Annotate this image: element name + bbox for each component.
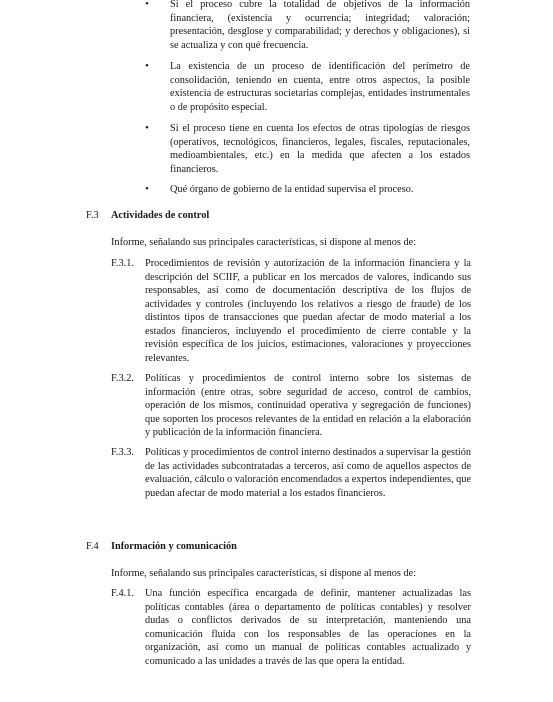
bullet-text: Si el proceso tiene en cuenta los efectos de otras tipologías de riesgos (operativos, tecnológicos, financieros, legales, fiscales, reputacionales, medioambientales, etc.) en la medida que afecten a los estados financieros. — [170, 123, 470, 175]
item-text: Políticas y procedimientos de control interno sobre los sistemas de información (entre otras, sobre seguridad de acceso, control de cambios, operación de los mismos, continuidad operativa y segregación de funciones) que soporten los procesos relevantes de la entidad en relación a la elaboración y publicación de la información financiera. — [145, 373, 471, 438]
bullet-icon: • — [145, 60, 149, 72]
section-intro: Informe, señalando sus principales características, si dispone al menos de: — [111, 568, 417, 579]
bullet-icon: • — [145, 0, 149, 10]
bullet-text: La existencia de un proceso de identificación del perímetro de consolidación, teniendo en cuenta, entre otros aspectos, la posible existencia de estructuras societarias complejas, entidades instrumentales o de propósito especial. — [170, 61, 470, 113]
bullet-text: Si el proceso cubre la totalidad de objetivos de la información financiera, (existencia y ocurrencia; integridad; valoración; presentación, desglose y comparabilidad; y derechos y obligaciones), si se actualiza y con qué frecuencia. — [170, 0, 470, 51]
item-number: F.3.1. — [111, 258, 134, 269]
item-number: F.3.3. — [111, 447, 134, 458]
item-text: Una función específica encargada de definir, mantener actualizadas las políticas contables (área o departamento de políticas contables) y resolver dudas o conflictos derivados de su interpretación, manteniendo una comunicación fluida con los responsables de las operaciones en la organización, así como un manual de políticas contables actualizado y comunicado a las unidades a través de las que opera la entidad. — [145, 588, 471, 667]
bullet-icon: • — [145, 183, 149, 195]
item-number: F.4.1. — [111, 588, 134, 599]
item-text: Políticas y procedimientos de control interno destinados a supervisar la gestión de las actividades subcontratadas a terceros, así como de aquellos aspectos de evaluación, cálculo o valoración encomendados a expertos independientes, que puedan afectar de modo material a los estados financieros. — [145, 447, 471, 499]
section-title: Actividades de control — [111, 210, 210, 221]
bullet-icon: • — [145, 122, 149, 134]
section-intro: Informe, señalando sus principales características, si dispone al menos de: — [111, 237, 417, 248]
section-number: F.4 — [86, 541, 99, 552]
item-number: F.3.2. — [111, 373, 134, 384]
item-text: Procedimientos de revisión y autorización de la información financiera y la descripción del SCIIF, a publicar en los mercados de valores, indicando sus responsables, así como de documentación descriptiva de los flujos de actividades y controles (incluyendo los relativos a riesgo de fraude) de los distintos tipos de transacciones que puedan afectar de modo material a los estados financieros, incluyendo el procedimiento de cierre contable y la revisión específica de los juicios, estimaciones, valoraciones y proyecciones relevantes. — [145, 258, 471, 364]
bullet-text: Qué órgano de gobierno de la entidad supervisa el proceso. — [170, 184, 414, 195]
section-number: F.3 — [86, 210, 99, 221]
section-title: Información y comunicación — [111, 541, 237, 552]
